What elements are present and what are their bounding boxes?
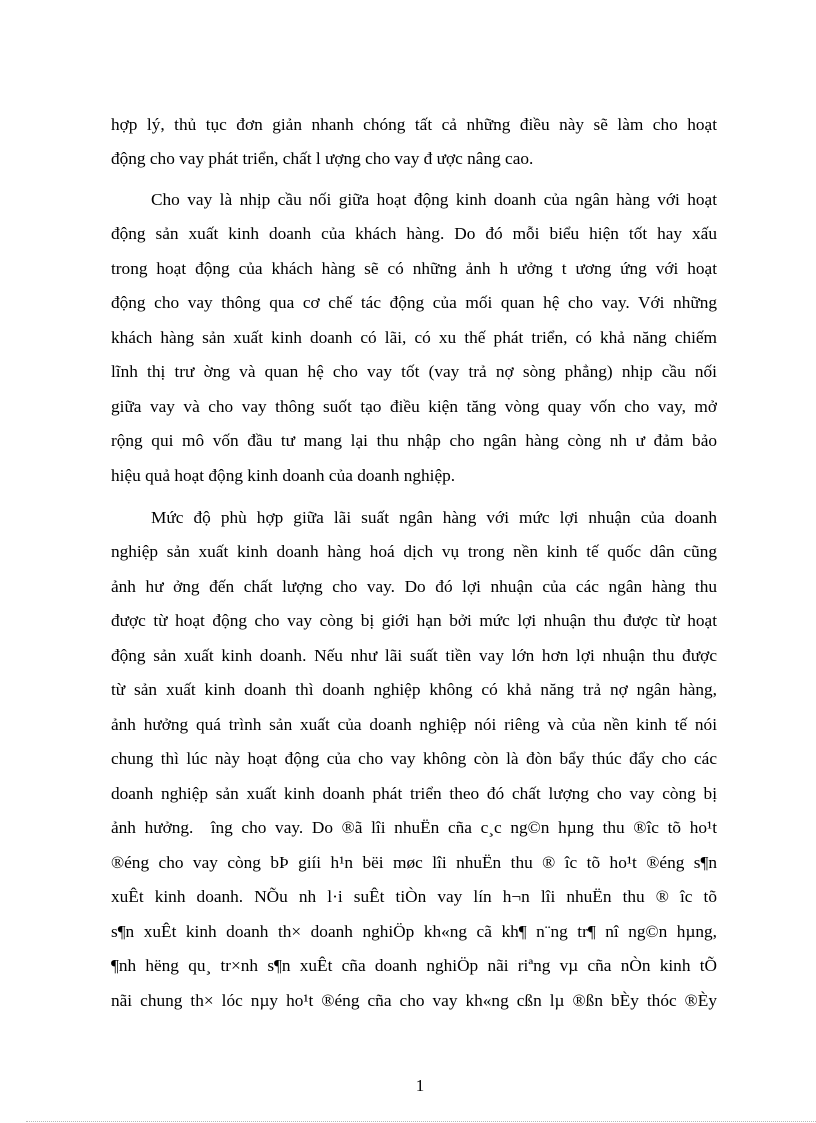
text-line: ảnh hưởng. îng cho vay. Do ®ã lîi nhuËn cña c¸c ng©n hµng thu ®îc tõ ho¹t <box>111 818 717 837</box>
text-line: rộng qui mô vốn đầu tư mang lại thu nhập cho ngân hàng còng nh ư đảm bảo <box>111 431 717 450</box>
text-line: Mức độ phù hợp giữa lãi suất ngân hàng với mức lợi nhuận của doanh <box>151 508 717 527</box>
text-line: nghiệp sản xuất kinh doanh hàng hoá dịch vụ trong nền kinh tế quốc dân cũng <box>111 542 717 561</box>
text-line: hiệu quả hoạt động kinh doanh của doanh nghiệp. <box>111 466 456 485</box>
page-bottom-divider <box>26 1121 816 1122</box>
text-line: động cho vay thông qua cơ chế tác động của mối quan hệ cho vay. Với những <box>111 293 717 312</box>
text-line: doanh nghiệp sản xuất kinh doanh phát triển theo đó chất lượng cho vay còng bị <box>111 784 717 803</box>
text-line: từ sản xuất kinh doanh thì doanh nghiệp không có khả năng trả nợ ngân hàng, <box>111 680 717 699</box>
text-line: ảnh hưởng quá trình sản xuất của doanh nghiệp nói riêng và của nền kinh tế nói <box>111 715 717 734</box>
text-line: chung thì lúc này hoạt động của cho vay không còn là đòn bẩy thúc đẩy cho các <box>111 749 717 768</box>
page-number: 1 <box>415 1076 425 1095</box>
text-line: ảnh hư ởng đến chất lượng cho vay. Do đó lợi nhuận của các ngân hàng thu <box>111 577 717 596</box>
text-line: động cho vay phát triển, chất l ượng cho vay đ ược nâng cao. <box>111 149 534 168</box>
text-line: khách hàng sản xuất kinh doanh có lãi, có xu thế phát triển, có khả năng chiếm <box>111 328 717 347</box>
text-line: động sản xuất kinh doanh. Nếu như lãi suất tiền vay lớn hơn lợi nhuận thu được <box>111 646 717 665</box>
text-line: nãi chung th× lóc nµy ho¹t ®éng cña cho vay kh«ng cßn lµ ®ßn bÈy thóc ®Èy <box>111 991 717 1010</box>
text-line: Cho vay là nhịp cầu nối giữa hoạt động kinh doanh của ngân hàng với hoạt <box>151 190 717 209</box>
text-line: trong hoạt động của khách hàng sẽ có những ảnh h ưởng t ương ứng với hoạt <box>111 259 717 278</box>
text-line: ®éng cho vay còng bÞ giíi h¹n bëi møc lîi nhuËn thu ® îc tõ ho¹t ®éng s¶n <box>111 853 717 872</box>
text-line: giữa vay và cho vay thông suốt tạo điều kiện tăng vòng quay vốn cho vay, mở <box>111 397 717 416</box>
text-line: xuÊt kinh doanh. NÕu nh l·i suÊt tiÒn vay lín h¬n lîi nhuËn thu ® îc tõ <box>111 887 717 906</box>
text-line: động sản xuất kinh doanh của khách hàng. Do đó mỗi biểu hiện tốt hay xấu <box>111 224 717 243</box>
text-line: s¶n xuÊt kinh doanh th× doanh nghiÖp kh«ng cã kh¶ n¨ng tr¶ nî ng©n hµng, <box>111 922 717 941</box>
text-line: được từ hoạt động cho vay còng bị giới hạn bởi mức lợi nhuận thu được từ hoạt <box>111 611 717 630</box>
text-line: hợp lý, thủ tục đơn giản nhanh chóng tất cả những điều này sẽ làm cho hoạt <box>111 115 717 134</box>
text-line: lĩnh thị trư ờng và quan hệ cho vay tốt (vay trả nợ sòng phẳng) nhịp cầu nối <box>111 362 717 381</box>
text-line: ¶nh hëng qu¸ tr×nh s¶n xuÊt cña doanh nghiÖp nãi riªng vµ cña nÒn kinh tÕ <box>111 956 717 975</box>
